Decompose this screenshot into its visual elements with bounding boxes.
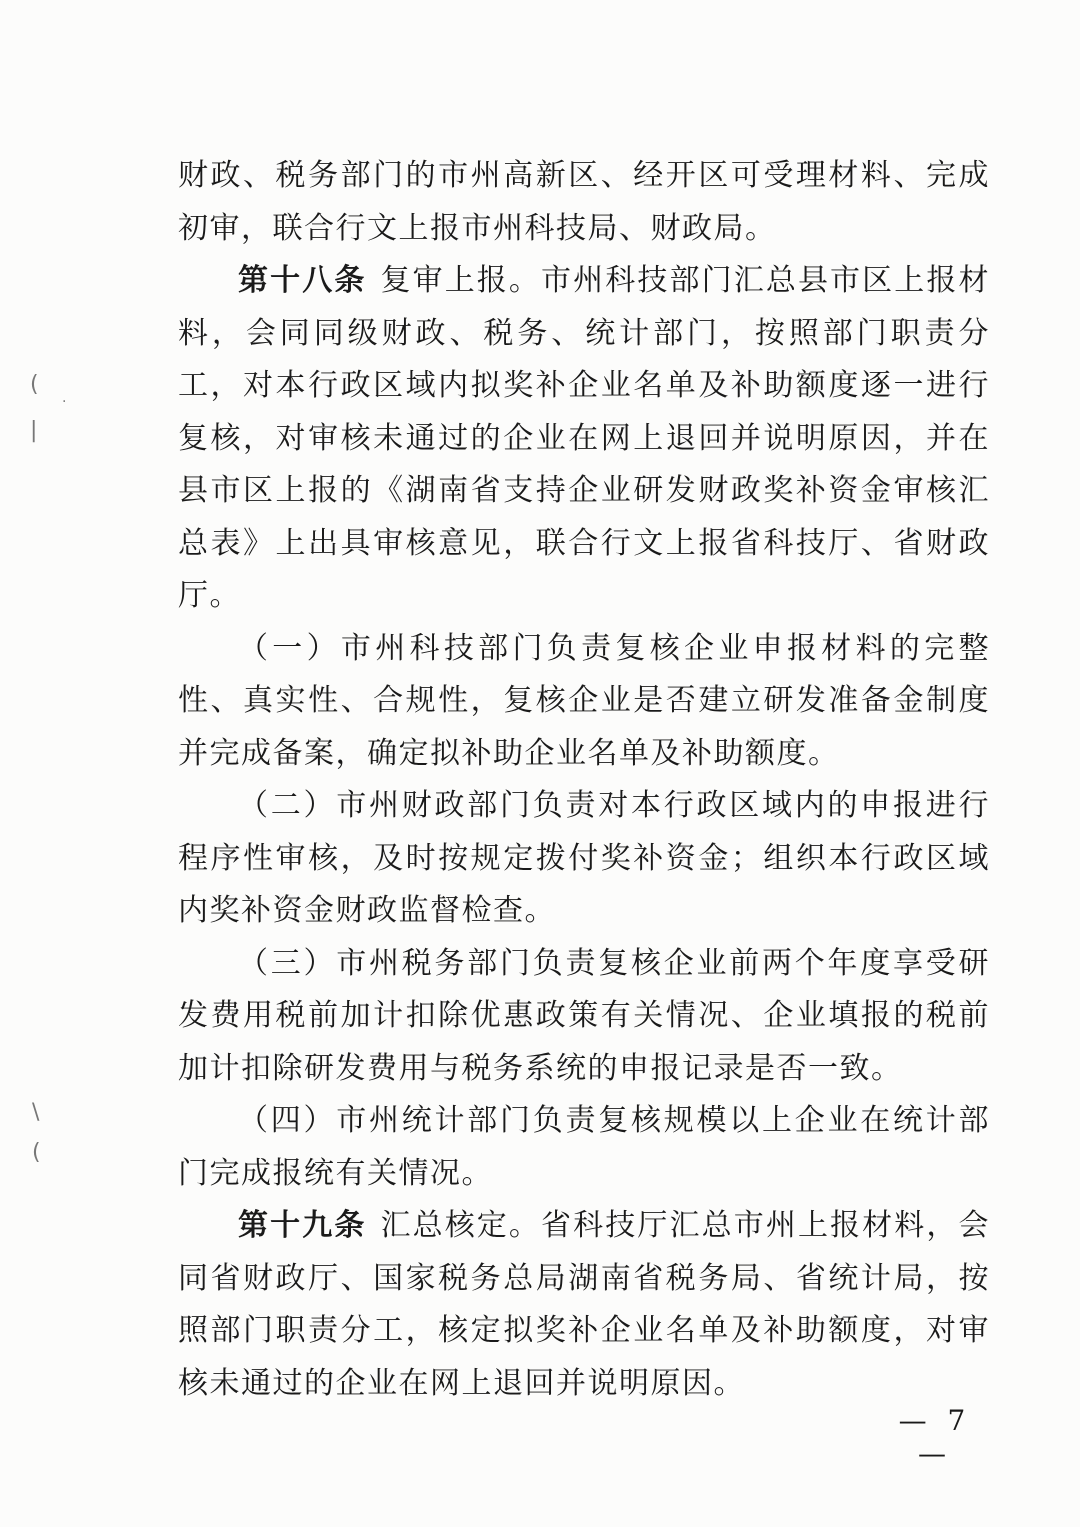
paragraph-text: 复审上报。市州科技部门汇总县市区上报材料，会同同级财政、税务、统计部门，按照部门职责分工，对本行政区域内拟奖补企业名单及补助额度逐一进行复核，对审核未通过的企业在网上退回并说明原因，并在县市区上报的《湖南省支持企业研发财政奖补资金审核汇总表》上出具审核意见，联合行文上报省科技厅、省财政厅。 [178,263,991,613]
document-body [178,150,990,1410]
article-number: 第十八条 [238,263,367,298]
scan-mark: | [30,418,38,443]
paragraph-text: （三）市州税务部门负责复核企业前两个年度享受研发费用税前加计扣除优惠政策有关情况、企业填报的税前加计扣除研发费用与税务系统的申报记录是否一致。 [178,945,990,1086]
scan-mark: \ [32,1100,40,1125]
article-19 [178,1200,990,1410]
page-number: — 7 — [898,1404,972,1470]
scan-mark: · [62,394,67,410]
clause-2 [178,780,990,938]
paragraph-text: （一）市州科技部门负责复核企业申报材料的完整性、真实性、合规性，复核企业是否建立研发准备金制度并完成备案，确定拟补助企业名单及补助额度。 [178,630,990,771]
clause-1 [178,623,990,781]
paragraph-text: （二）市州财政部门负责对本行政区域内的申报进行程序性审核，及时按规定拨付奖补资金；组织本行政区域内奖补资金财政监督检查。 [178,788,990,928]
paragraph-text: 财政、税务部门的市州高新区、经开区可受理材料、完成初审，联合行文上报市州科技局、财政局。 [178,158,990,246]
scan-mark: ( [32,1140,41,1165]
paragraph-text: 汇总核定。省科技厅汇总市州上报材料，会同省财政厅、国家税务总局湖南省税务局、省统计局，按照部门职责分工，核定拟奖补企业名单及补助额度，对审核未通过的企业在网上退回并说明原因。 [178,1208,991,1401]
paragraph [178,150,990,255]
article-18 [178,255,990,623]
clause-3 [178,938,990,1096]
scan-mark: ( [30,372,39,397]
article-number: 第十九条 [238,1208,367,1243]
clause-4 [178,1095,990,1200]
paragraph-text: （四）市州统计部门负责复核规模以上企业在统计部门完成报统有关情况。 [178,1103,990,1191]
